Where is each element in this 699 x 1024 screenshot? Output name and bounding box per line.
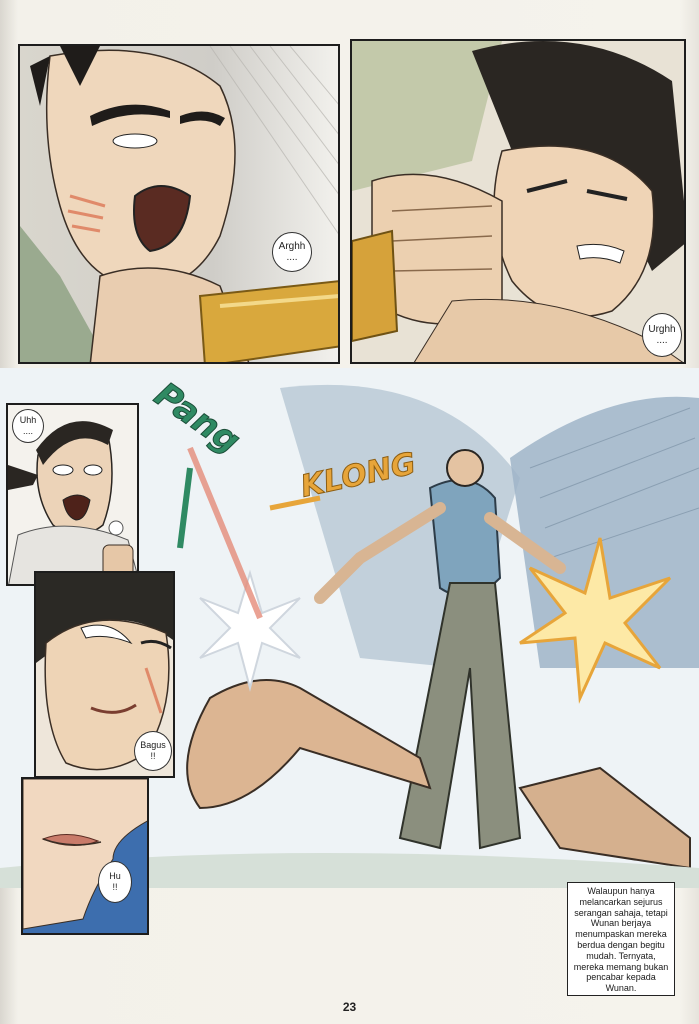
speech-bubble-2: Urghh .... <box>642 313 682 357</box>
narration-caption: Walaupun hanya melancarkan sejurus serangan sahaja, tetapi Wunan berjaya menumpaskan mereka berdua dengan begitu mudah. Ternyata, mereka memang bukan pencabar kepada Wunan. <box>567 882 675 996</box>
panel-6 <box>21 777 149 935</box>
panel-6-art <box>23 779 149 935</box>
panel-5 <box>34 571 175 778</box>
speech-bubble-6: Hu !! <box>98 861 132 903</box>
panel-1-art <box>20 46 340 364</box>
sfx-pang: Pang <box>147 374 248 462</box>
panel-2 <box>350 39 686 364</box>
panel-4 <box>6 403 139 586</box>
speech-bubble-4: Uhh .... <box>12 409 44 443</box>
page-number: 23 <box>342 1000 357 1014</box>
sfx-klong: KLONG <box>297 446 419 505</box>
panel-1 <box>18 44 340 364</box>
speech-bubble-1: Arghh .... <box>272 232 312 272</box>
speech-bubble-5: Bagus !! <box>134 731 172 771</box>
panel-2-art <box>352 41 686 364</box>
